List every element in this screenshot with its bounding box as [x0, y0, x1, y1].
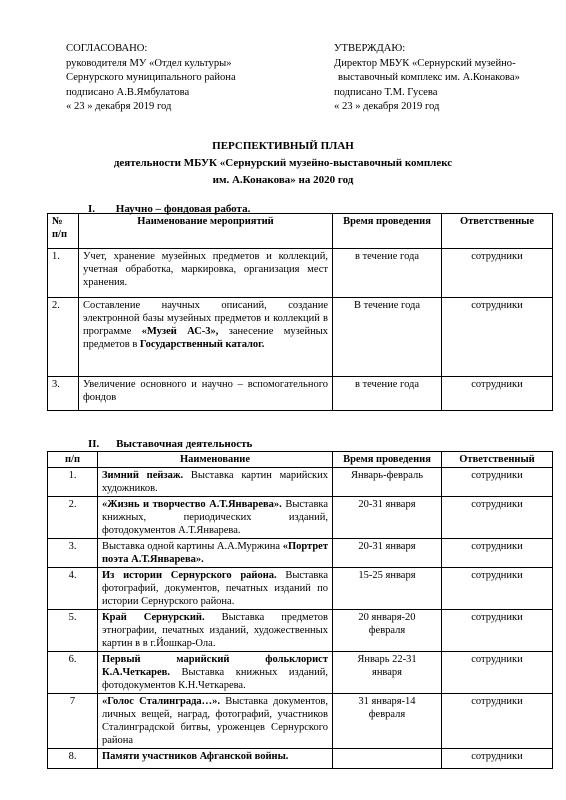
row-num: 6.	[48, 652, 98, 694]
approval-right-line3: подписано Т.М. Гусева	[334, 86, 438, 98]
approval-right-line2: выставочный комплекс им. А.Конакова»	[338, 72, 520, 83]
approval-left-line1: руководителя МУ «Отдел культуры»	[66, 57, 232, 69]
title-line2: деятельности МБУК «Сернурский музейно-выставочный комплекс	[113, 157, 453, 169]
table-row	[48, 468, 553, 497]
table-row	[48, 497, 553, 539]
row-num: 2.	[48, 298, 79, 377]
table-row	[48, 249, 553, 298]
row-time: 20-31 января	[333, 539, 442, 568]
header-name: Наименование мероприятий	[79, 214, 333, 249]
table-row	[48, 377, 553, 411]
row-time: 20-31 января	[333, 497, 442, 539]
row-text: Увеличение основного и научно – вспомогательного фондов	[79, 377, 333, 411]
header-resp: Ответственный	[442, 452, 553, 468]
row-text	[98, 610, 333, 652]
row-num: 2.	[48, 497, 98, 539]
row-time: в течение года	[333, 377, 442, 411]
document-title	[0, 138, 566, 189]
row-text-part: Выставка документов, личных вещей, наград, фотографий, участников Сталинградской битвы, уроженцев Сернурского района	[102, 696, 328, 746]
row-num: 3.	[48, 539, 98, 568]
section1-title: Научно – фондовая работа.	[115, 203, 251, 215]
row-resp: сотрудники	[442, 249, 553, 298]
row-num: 8.	[48, 749, 98, 769]
table-row	[48, 298, 553, 377]
row-text-bold: «Жизнь и творчество А.Т.Январева».	[102, 499, 282, 510]
approval-left-heading: СОГЛАСОВАНО:	[66, 43, 148, 54]
row-text-bold: Памяти участников Афганской войны.	[102, 751, 289, 762]
approval-left-line3: подписано А.В.Ямбулатова	[66, 86, 190, 98]
section2-title: Выставочная деятельность	[116, 438, 253, 450]
title-line1: ПЕРСПЕКТИВНЫЙ ПЛАН	[212, 140, 354, 152]
row-time: 20 января-20 февраля	[333, 610, 442, 652]
table-row	[48, 568, 553, 610]
row-text	[98, 694, 333, 749]
row-time	[333, 749, 442, 769]
row-text-part: Выставка одной картины А.А.Муржина	[102, 541, 283, 552]
approval-left-line2: Сернурского муниципального района	[66, 72, 236, 83]
row-resp: сотрудники	[442, 298, 553, 377]
row-text-bold: Первый марийский фольклорист К.А.Четкарев.	[102, 654, 328, 678]
row-resp: сотрудники	[442, 497, 553, 539]
table-row	[48, 539, 553, 568]
row-text-part: Составление научных описаний, создание электронной базы музейных предметов и коллекций в программе	[83, 300, 328, 337]
row-text-part: Выставка книжных, периодических изданий, фотодокументов А.Т.Январева.	[102, 499, 328, 536]
title-line3: им. А.Конакова» на 2020 год	[212, 174, 354, 186]
header-time: Время проведения	[333, 214, 442, 249]
row-resp: сотрудники	[442, 652, 553, 694]
row-resp: сотрудники	[442, 568, 553, 610]
row-resp: сотрудники	[442, 468, 553, 497]
table-header-row	[48, 214, 553, 249]
approval-right	[334, 42, 554, 115]
row-text-bold: Государственный каталог.	[139, 339, 265, 350]
table-header-row	[48, 452, 553, 468]
row-text-bold: Зимний пейзаж.	[102, 470, 184, 481]
section2-table	[47, 451, 553, 769]
table-row	[48, 749, 553, 769]
row-text-part: занесение музейных предметов в	[83, 326, 328, 350]
row-text	[98, 497, 333, 539]
row-text-bold: «Музей АС-3»,	[141, 326, 219, 337]
row-time: Январь 22-31 января	[333, 652, 442, 694]
row-text-part: Выставка картин марийских художников.	[102, 470, 328, 494]
row-text-bold: Из истории Сернурского района.	[102, 570, 277, 581]
row-text: Учет, хранение музейных предметов и коллекций, учетная обработка, маркировка, организация мест хранения.	[79, 249, 333, 298]
row-text	[79, 298, 333, 377]
row-resp: сотрудники	[442, 539, 553, 568]
row-num: 1.	[48, 249, 79, 298]
header-num: № п/п	[48, 214, 79, 249]
row-resp: сотрудники	[442, 610, 553, 652]
section1-number: I.	[88, 203, 96, 215]
row-num: 7	[48, 694, 98, 749]
row-num: 5.	[48, 610, 98, 652]
row-num: 1.	[48, 468, 98, 497]
row-resp: сотрудники	[442, 749, 553, 769]
row-num: 4.	[48, 568, 98, 610]
row-text-part: Выставка предметов этнографии, печатных изданий, художественных картин в в г.Йошкар-Ола.	[102, 612, 328, 649]
row-num: 3.	[48, 377, 79, 411]
row-time: Январь-февраль	[333, 468, 442, 497]
row-text-bold: «Голос Сталинграда…».	[102, 696, 221, 707]
approval-right-line1: Директор МБУК «Сернурский музейно-	[334, 57, 516, 69]
row-text-part: Выставка фотографий, документов, печатных изданий по истории Сернурского района.	[102, 570, 328, 607]
row-text-part: Выставка книжных изданий, фотодокументов К.Н.Четкарева.	[102, 667, 328, 691]
row-time: В течение года	[333, 298, 442, 377]
approval-right-date: « 23 » декабря 2019 год	[334, 101, 440, 112]
header-num: п/п	[48, 452, 98, 468]
approval-right-heading: УТВЕРЖДАЮ:	[334, 43, 406, 54]
section2-heading	[88, 438, 252, 450]
table-row	[48, 694, 553, 749]
row-text	[98, 749, 333, 769]
row-text	[98, 539, 333, 568]
table-row	[48, 652, 553, 694]
row-time: в течение года	[333, 249, 442, 298]
header-time: Время проведения	[333, 452, 442, 468]
row-time: 15-25 января	[333, 568, 442, 610]
table-row	[48, 610, 553, 652]
approval-left	[66, 42, 306, 115]
row-text	[98, 652, 333, 694]
section2-number: II.	[88, 438, 100, 450]
row-resp: сотрудники	[442, 694, 553, 749]
row-resp: сотрудники	[442, 377, 553, 411]
row-text	[98, 568, 333, 610]
row-time: 31 января-14 февраля	[333, 694, 442, 749]
approval-left-date: « 23 » декабря 2019 год	[66, 101, 172, 112]
row-text-bold: «Портрет поэта А.Т.Январева».	[102, 541, 328, 565]
row-text	[98, 468, 333, 497]
section1-table	[47, 213, 553, 411]
header-resp: Ответственные	[442, 214, 553, 249]
header-name: Наименование	[98, 452, 333, 468]
row-text-bold: Край Сернурский.	[102, 612, 205, 623]
